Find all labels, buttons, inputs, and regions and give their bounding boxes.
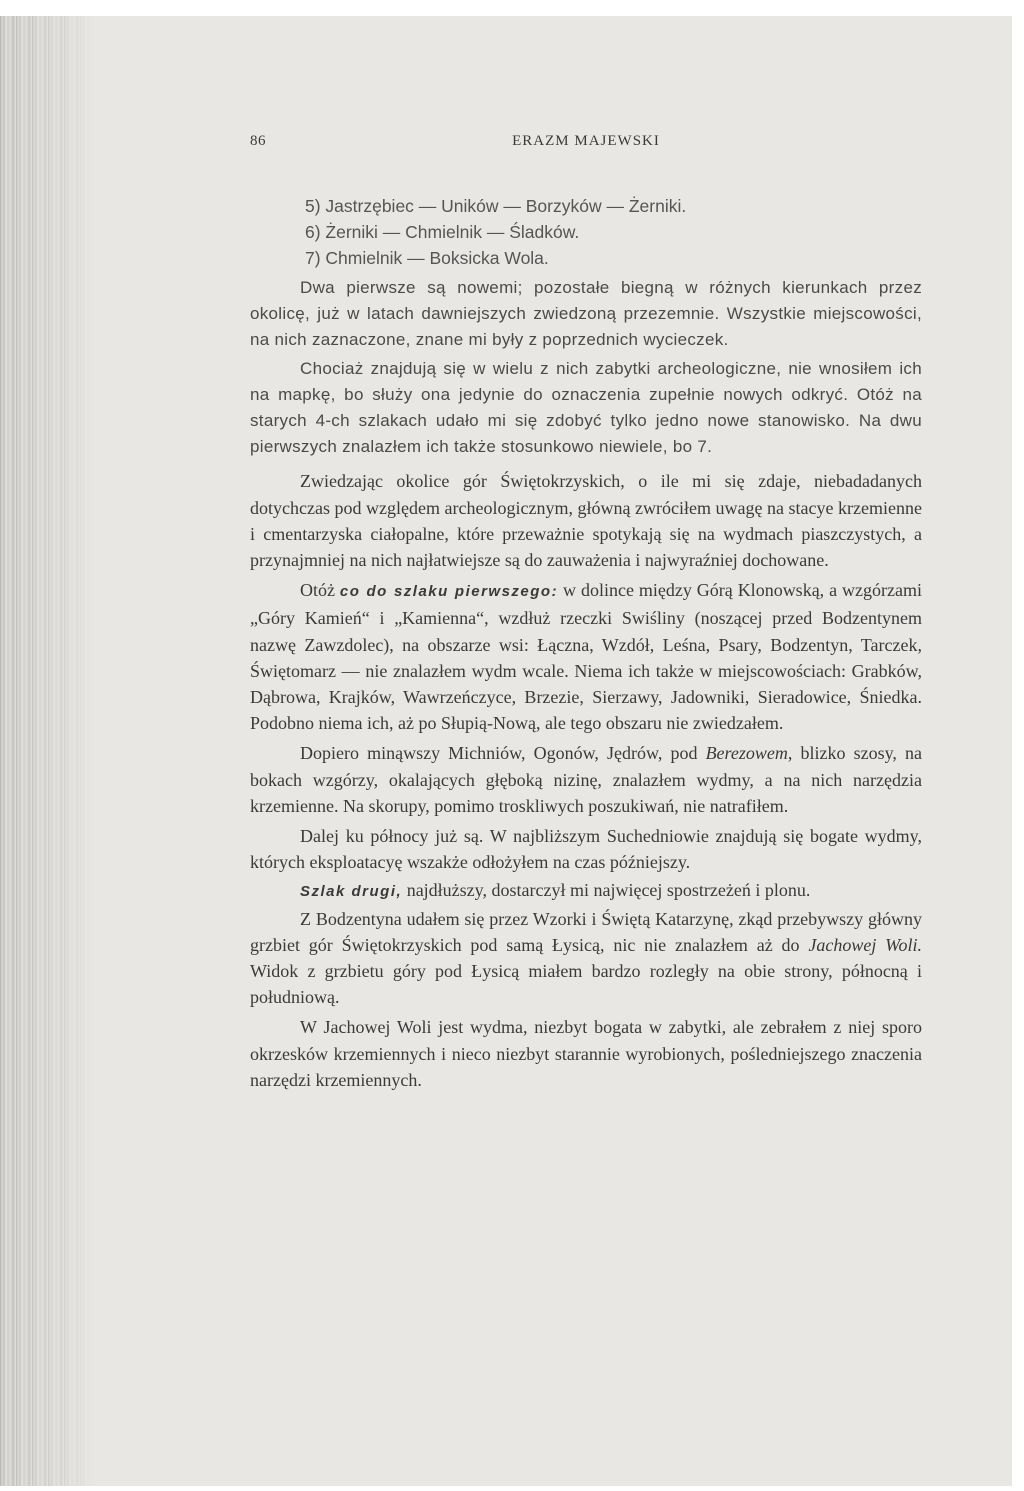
- paragraph: Dalej ku północy już są. W najbliższym Suchedniowie znajdują się bogate wydmy, których eksploatacyę wszakże odłożyłem na czas późniejszy.: [250, 826, 922, 873]
- paragraph: Dwa pierwsze są nowemi; pozostałe biegną w różnych kierunkach przez okolicę, już w latach dawniejszych zwiedzoną przezemnie. Wszystkie miejscowości, na nich zaznaczone, znane mi były z poprzednich wycieczek.: [250, 278, 922, 350]
- place-name: Jachowej Woli.: [808, 934, 922, 955]
- paragraph-text: w dolince między Górą Klonowską, a wzgórzami „Góry Kamień“ i „Kamienna“, wzdłuż rzeczki Swiśliny (noszącej przed Bodzentynem nazwę Zawzdolec), na obszarze wsi: Łączna, Wzdół, Leśna, Psary, Bodzentyn, Tarczek, Świętomarz — nie znalazłem wydm wcale. Niema ich także w miejscowościach: Grabków, Dąbrowa, Krajków, Wawrzeńczyce, Brzezie, Sierzawy, Jadowniki, Sieradowice, Śniedka. Podobno niema ich, aż po Słupią-Nową, ale tego obszaru nie zwiedzałem.: [250, 580, 922, 734]
- emphasis-text: Szlak drugi,: [300, 883, 403, 901]
- paragraph-text: , blizko szosy, na bokach wzgórzy, okalających głęboką nizinę, znalazłem wydmy, a na nich narzędzia krzemienne. Na skorupy, pomimo troskliwych poszukiwań, nie natrafiłem.: [250, 743, 922, 816]
- paragraph-text: Dopiero minąwszy Michniów, Ogonów, Jędrów, pod: [300, 743, 706, 764]
- route-item: 5) Jastrzębiec — Uników — Borzyków — Żerniki.: [305, 196, 687, 216]
- paragraph-text: Otóż: [300, 580, 340, 601]
- paragraph: [250, 906, 922, 1011]
- paragraph-text: najdłuższy, dostarczył mi najwięcej spostrzeżeń i plonu.: [402, 880, 811, 901]
- paragraph: Zwiedzając okolice gór Świętokrzyskich, o ile mi się zdaje, niebadadanych dotychczas pod względem archeologicznym, główną zwróciłem uwagę na stacye krzemienne i cmentarzyska ciałopalne, które przeważnie spotykają się na wydmach piaszczystych, a przynajmniej na nich najłatwiejsze są do zauważenia i najwyraźniej dochowane.: [250, 471, 922, 571]
- running-title: ERAZM MAJEWSKI: [512, 133, 660, 149]
- book-binding-edge: [0, 16, 95, 1486]
- page-body: [250, 193, 922, 1093]
- page-header: [250, 133, 922, 157]
- paragraph: [250, 577, 922, 736]
- paragraph-text: Widok z grzbietu góry pod Łysicą miałem bardzo rozległy na obie strony, północną i południową.: [250, 961, 922, 1008]
- paragraph: [250, 740, 922, 819]
- route-item: 7) Chmielnik — Boksicka Wola.: [305, 248, 549, 268]
- emphasis-text: co do szlaku pierwszego:: [339, 583, 559, 601]
- paragraph-text: Z Bodzentyna udałem się przez Wzorki i Świętą Katarzynę, zkąd przebywszy główny grzbiet gór Świętokrzyskich pod samą Łysicą, nic nie znalazłem aż do: [250, 908, 922, 955]
- paragraph: Chociaż znajdują się w wielu z nich zabytki archeologiczne, nie wnosiłem ich na mapkę, bo służy ona jedynie do oznaczenia zupełnie nowych odkryć. Otóż na starych 4-ch szlakach udało mi się zdobyć tylko jedno nowe stanowisko. Na dwu pierwszych znalazłem ich także stosunkowo niewiele, bo 7.: [250, 358, 922, 457]
- paragraph: W Jachowej Woli jest wydma, niezbyt bogata w zabytki, ale zebrałem z niej sporo okrzesków krzemiennych i nieco niezbyt starannie wyrobionych, pośledniejszego znaczenia narzędzi krzemiennych.: [250, 1017, 922, 1090]
- paragraph: [250, 877, 922, 905]
- route-item: 6) Żerniki — Chmielnik — Śladków.: [305, 222, 580, 242]
- page-number: 86: [250, 133, 266, 149]
- place-name: Berezowem: [705, 743, 788, 764]
